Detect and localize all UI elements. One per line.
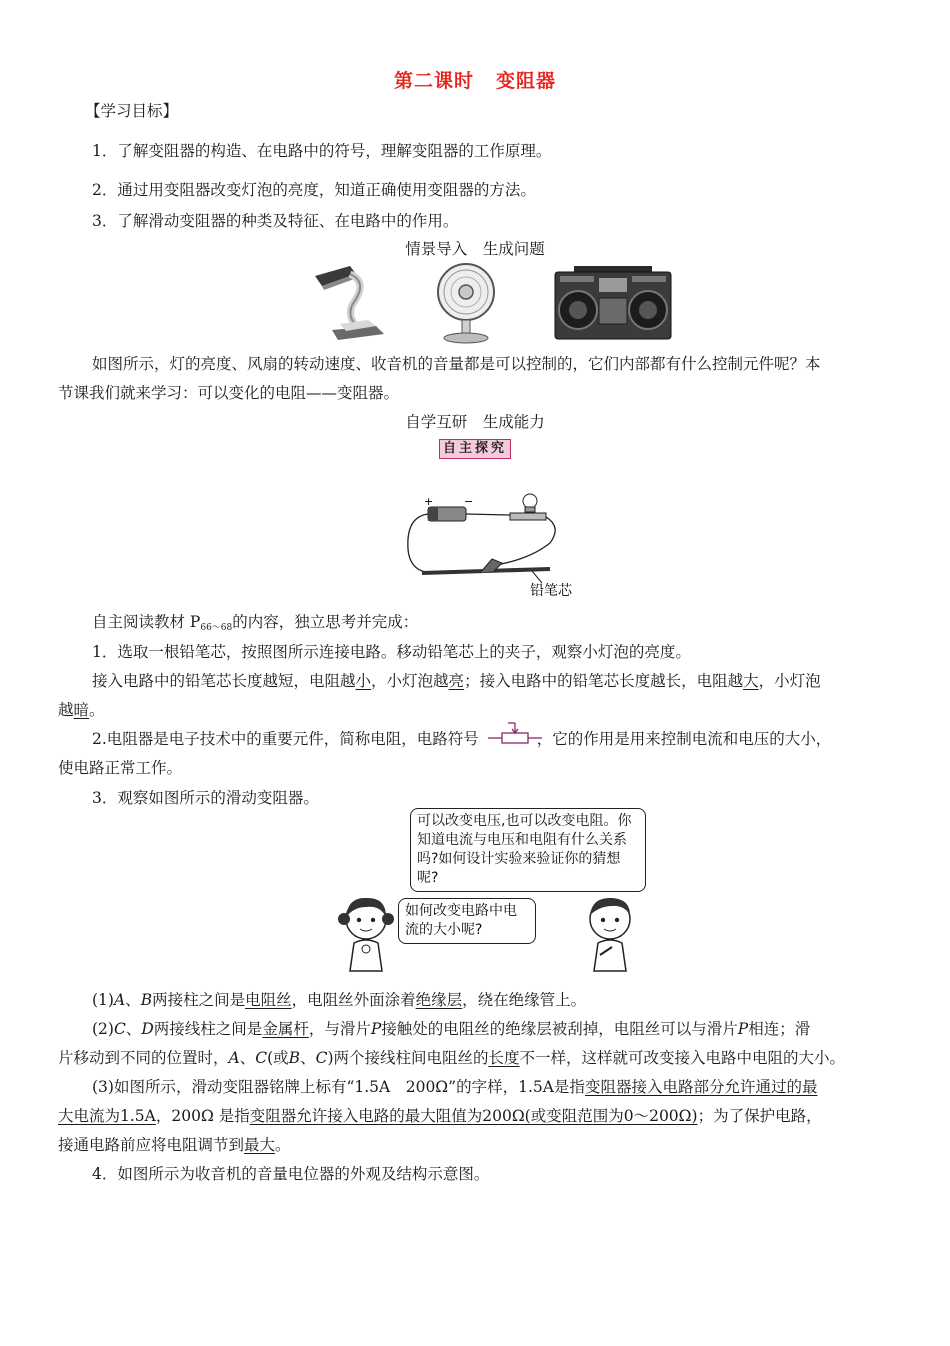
battery-plus-sign: + [424, 495, 434, 508]
q2-line1: 2.电阻器是电子技术中的重要元件，简称电阻，电路符号 ，它的作用是用来控制电流和电压的大小， [92, 730, 832, 748]
title-part2: 变阻器 [496, 70, 557, 92]
study-heading: 自学互研 生成能力 [405, 413, 545, 431]
girl-cartoon-image [336, 893, 400, 973]
study-badge-wrap [0, 438, 950, 459]
q2-line2: 使电路正常工作。 [58, 759, 183, 777]
answer-metal-rod: 金属杆 [262, 1020, 309, 1038]
q4-line: 4．如图所示为收音机的音量电位器的外观及结构示意图。 [92, 1165, 490, 1183]
q3-part3-line2: 大电流为1.5A，200Ω 是指变阻器允许接入电路的最大阻值为200Ω(或变阻范围为0～200Ω)；为了保护电路， [58, 1107, 822, 1125]
reading-instruction: 自主阅读教材 $P_{66\sim 68}$的内容，独立思考并完成： [92, 613, 419, 633]
page-title [0, 70, 950, 93]
q1-line3: 越暗。 [58, 701, 105, 719]
answer-brighter: 亮 [448, 672, 465, 690]
answer-dimmer: 暗 [73, 701, 90, 719]
boy-cartoon-image [578, 893, 642, 973]
radio-cassette-image [554, 266, 672, 340]
intro-heading: 情景导入 生成问题 [405, 240, 545, 258]
electric-fan-image [430, 262, 502, 344]
q3-part2-line2: 片移动到不同的位置时，A、C(或B、C)两个接线柱间电阻丝的长度不一样，这样就可改变接入电路中电阻的大小。 [58, 1049, 846, 1067]
answer-max-current-b: 大电流为1.5A [58, 1107, 156, 1125]
answer-resistance-wire: 电阻丝 [245, 991, 292, 1009]
objective-item-3: 3．了解滑动变阻器的种类及特征、在电路中的作用。 [92, 212, 459, 230]
desk-lamp-image [310, 262, 390, 342]
answer-larger: 大 [743, 672, 759, 690]
q3-part2-line1: (2)C、D两接线柱之间是金属杆，与滑片P接触处的电阻丝的绝缘层被刮掉，电阻丝可以与滑片P相连；滑 [92, 1020, 811, 1038]
objective-item-1: 1．了解变阻器的构造、在电路中的符号，理解变阻器的工作原理。 [92, 142, 552, 160]
q1-line2: 接入电路中的铅笔芯长度越短，电阻越小，小灯泡越亮；接入电路中的铅笔芯长度越长，电阻越大，小灯泡 [92, 672, 821, 690]
q3-part3-line3: 接通电路前应将电阻调节到最大。 [58, 1136, 291, 1154]
objective-item-2: 2．通过用变阻器改变灯泡的亮度，知道正确使用变阻器的方法。 [92, 181, 536, 199]
self-study-badge: 自主探究 [439, 439, 511, 459]
answer-maximum: 最大 [244, 1136, 276, 1154]
answer-max-current-a: 变阻器接入电路部分允许通过的最 [584, 1078, 818, 1096]
objectives-heading: 【学习目标】 [85, 102, 179, 120]
answer-smaller: 小 [355, 672, 372, 690]
title-part1: 第二课时 [393, 70, 474, 92]
intro-paragraph-line2: 节课我们就来学习：可以变化的电阻——变阻器。 [58, 384, 400, 402]
answer-max-resistance: 变阻器允许接入电路的最大阻值为200Ω(或变阻范围为0～200Ω) [249, 1107, 698, 1125]
q3-line: 3．观察如图所示的滑动变阻器。 [92, 789, 319, 807]
rheostat-symbol-icon [488, 722, 544, 744]
pencil-lead-label: 铅笔芯 [530, 583, 572, 599]
boy-speech-bubble: 可以改变电压,也可以改变电阻。你知道电流与电压和电阻有什么关系吗?如何设计实验来验证你的猜想呢? [410, 808, 646, 892]
q3-part3-line1: (3)如图所示，滑动变阻器铭牌上标有“1.5A 200Ω”的字样，1.5A是指变阻器接入电路部分允许通过的最 [92, 1078, 818, 1096]
q1-line1: 1．选取一根铅笔芯，按照图所示连接电路。移动铅笔芯上的夹子，观察小灯泡的亮度。 [92, 643, 691, 661]
battery-minus-sign: − [464, 495, 474, 508]
q3-part1: (1)A、B两接柱之间是电阻丝，电阻丝外面涂着绝缘层，绕在绝缘管上。 [92, 991, 587, 1009]
girl-speech-bubble: 如何改变电路中电流的大小呢? [398, 898, 536, 944]
answer-length: 长度 [488, 1049, 520, 1067]
intro-paragraph-line1: 如图所示，灯的亮度、风扇的转动速度、收音机的音量都是可以控制的，它们内部都有什么控制元件呢？本 [92, 355, 821, 373]
pencil-lead-circuit-diagram [400, 487, 580, 602]
answer-insulation-layer: 绝缘层 [415, 991, 463, 1009]
